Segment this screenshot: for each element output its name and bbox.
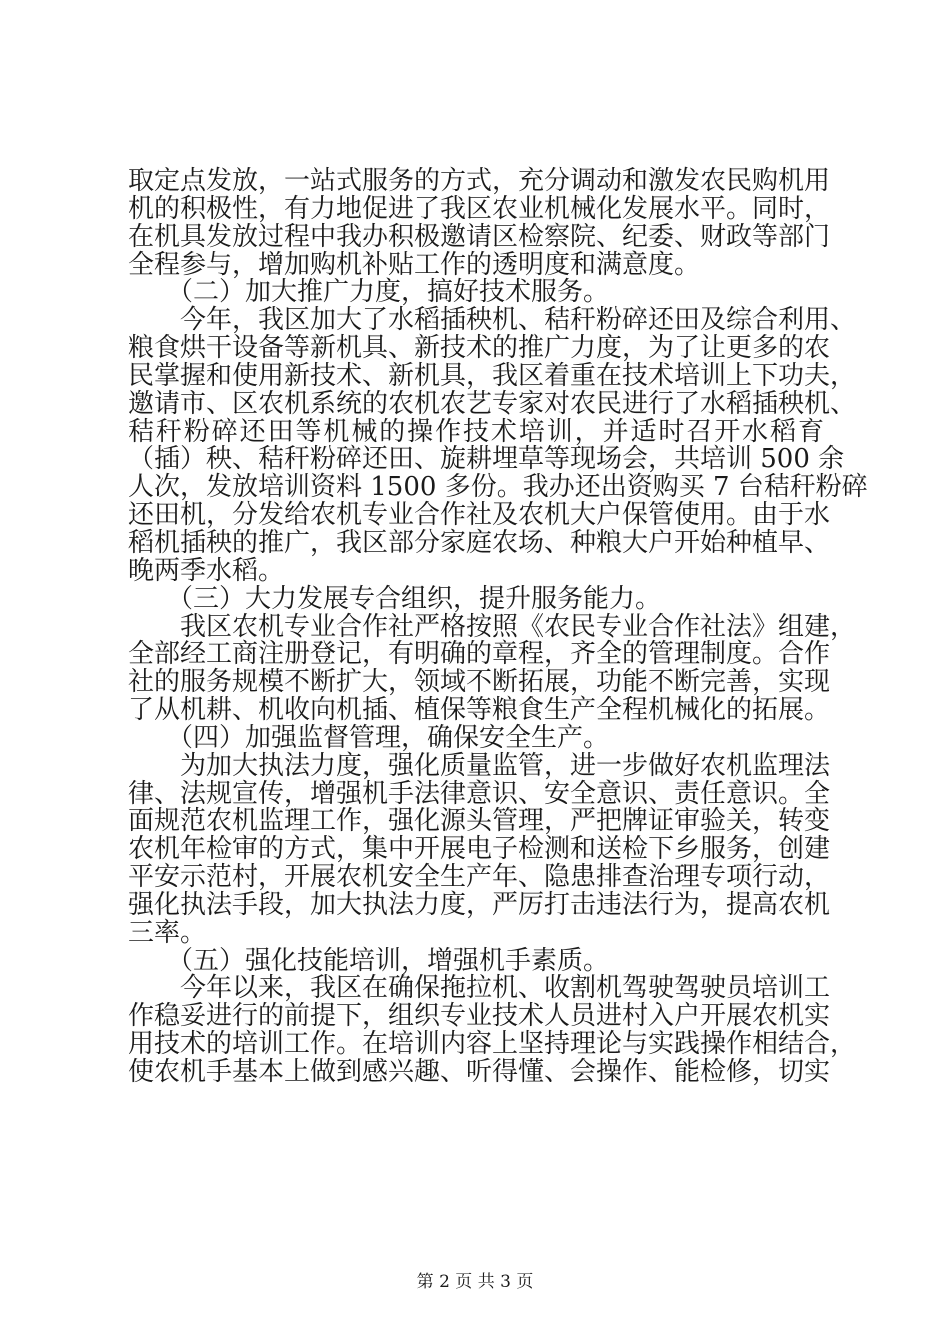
text-line: 稻机插秧的推广，我区部分家庭农场、种粮大户开始种植早、 bbox=[128, 527, 831, 558]
text-line: 使农机手基本上做到感兴趣、听得懂、会操作、能检修，切实 bbox=[128, 1057, 831, 1087]
text-line: 粮食烘干设备等新机具、新技术的推广力度，为了让更多的农 bbox=[128, 333, 831, 364]
text-line: 强化执法手段，加大执法力度，严厉打击违法行为，提高农机 bbox=[128, 889, 831, 920]
text-line: 作稳妥进行的前提下，组织专业技术人员进村入户开展农机实 bbox=[128, 1001, 831, 1032]
text-line: 农机年检审的方式，集中开展电子检测和送检下乡服务，创建 bbox=[128, 834, 831, 865]
text-line: 邀请市、区农机系统的农机农艺专家对农民进行了水稻插秧机、 bbox=[128, 388, 857, 419]
text-line: 用技术的培训工作。在培训内容上坚持理论与实践操作相结合， bbox=[128, 1029, 857, 1060]
text-line: 三率。 bbox=[128, 917, 207, 948]
text-line: 晚两季水稻。 bbox=[128, 555, 285, 586]
text-line: （插）秧、秸秆粉碎还田、旋耕埋草等现场会，共培训 500 余 bbox=[128, 444, 845, 475]
text-line: 全程参与，增加购机补贴工作的透明度和满意度。 bbox=[128, 249, 701, 280]
text-line: （三）大力发展专合组织，提升服务能力。 bbox=[128, 583, 662, 614]
text-line: 秸秆粉碎还田等机械的操作技术培训，并适时召开水稻育 bbox=[128, 416, 824, 447]
text-line: （四）加强监督管理，确保安全生产。 bbox=[128, 722, 610, 753]
text-line: 在机具发放过程中我办积极邀请区检察院、纪委、财政等部门 bbox=[128, 221, 831, 252]
text-line: 了从机耕、机收向机插、植保等粮食生产全程机械化的拓展。 bbox=[128, 695, 831, 726]
text-line: 律、法规宣传，增强机手法律意识、安全意识、责任意识。全 bbox=[128, 778, 831, 809]
text-line: 今年，我区加大了水稻插秧机、秸秆粉碎还田及综合利用、 bbox=[128, 305, 857, 336]
text-line: 我区农机专业合作社严格按照《农民专业合作社法》组建， bbox=[128, 611, 857, 642]
text-line: 平安示范村，开展农机安全生产年、隐患排查治理专项行动， bbox=[128, 862, 831, 893]
text-line: 取定点发放，一站式服务的方式，充分调动和激发农民购机用 bbox=[128, 166, 831, 196]
page-footer: 第 2 页 共 3 页 bbox=[416, 1272, 534, 1292]
text-line: （五）强化技能培训，增强机手素质。 bbox=[128, 945, 610, 976]
text-line: 人次，发放培训资料 1500 多份。我办还出资购买 7 台秸秆粉碎 bbox=[128, 472, 868, 503]
text-line: 还田机，分发给农机专业合作社及农机大户保管使用。由于水 bbox=[128, 500, 831, 531]
text-line: 今年以来，我区在确保拖拉机、收割机驾驶驾驶员培训工 bbox=[128, 973, 831, 1004]
text-line: （二）加大推广力度，搞好技术服务。 bbox=[128, 277, 610, 308]
text-line: 全部经工商注册登记，有明确的章程，齐全的管理制度。合作 bbox=[128, 639, 831, 670]
text-line: 社的服务规模不断扩大，领域不断拓展，功能不断完善，实现 bbox=[128, 667, 831, 698]
text-line: 为加大执法力度，强化质量监管，进一步做好农机监理法 bbox=[128, 750, 831, 781]
document-body bbox=[128, 166, 868, 1087]
text-line: 民掌握和使用新技术、新机具，我区着重在技术培训上下功夫， bbox=[128, 360, 857, 391]
text-line: 面规范农机监理工作，强化源头管理，严把牌证审验关，转变 bbox=[128, 806, 831, 837]
text-line: 机的积极性，有力地促进了我区农业机械化发展水平。同时， bbox=[128, 193, 831, 224]
